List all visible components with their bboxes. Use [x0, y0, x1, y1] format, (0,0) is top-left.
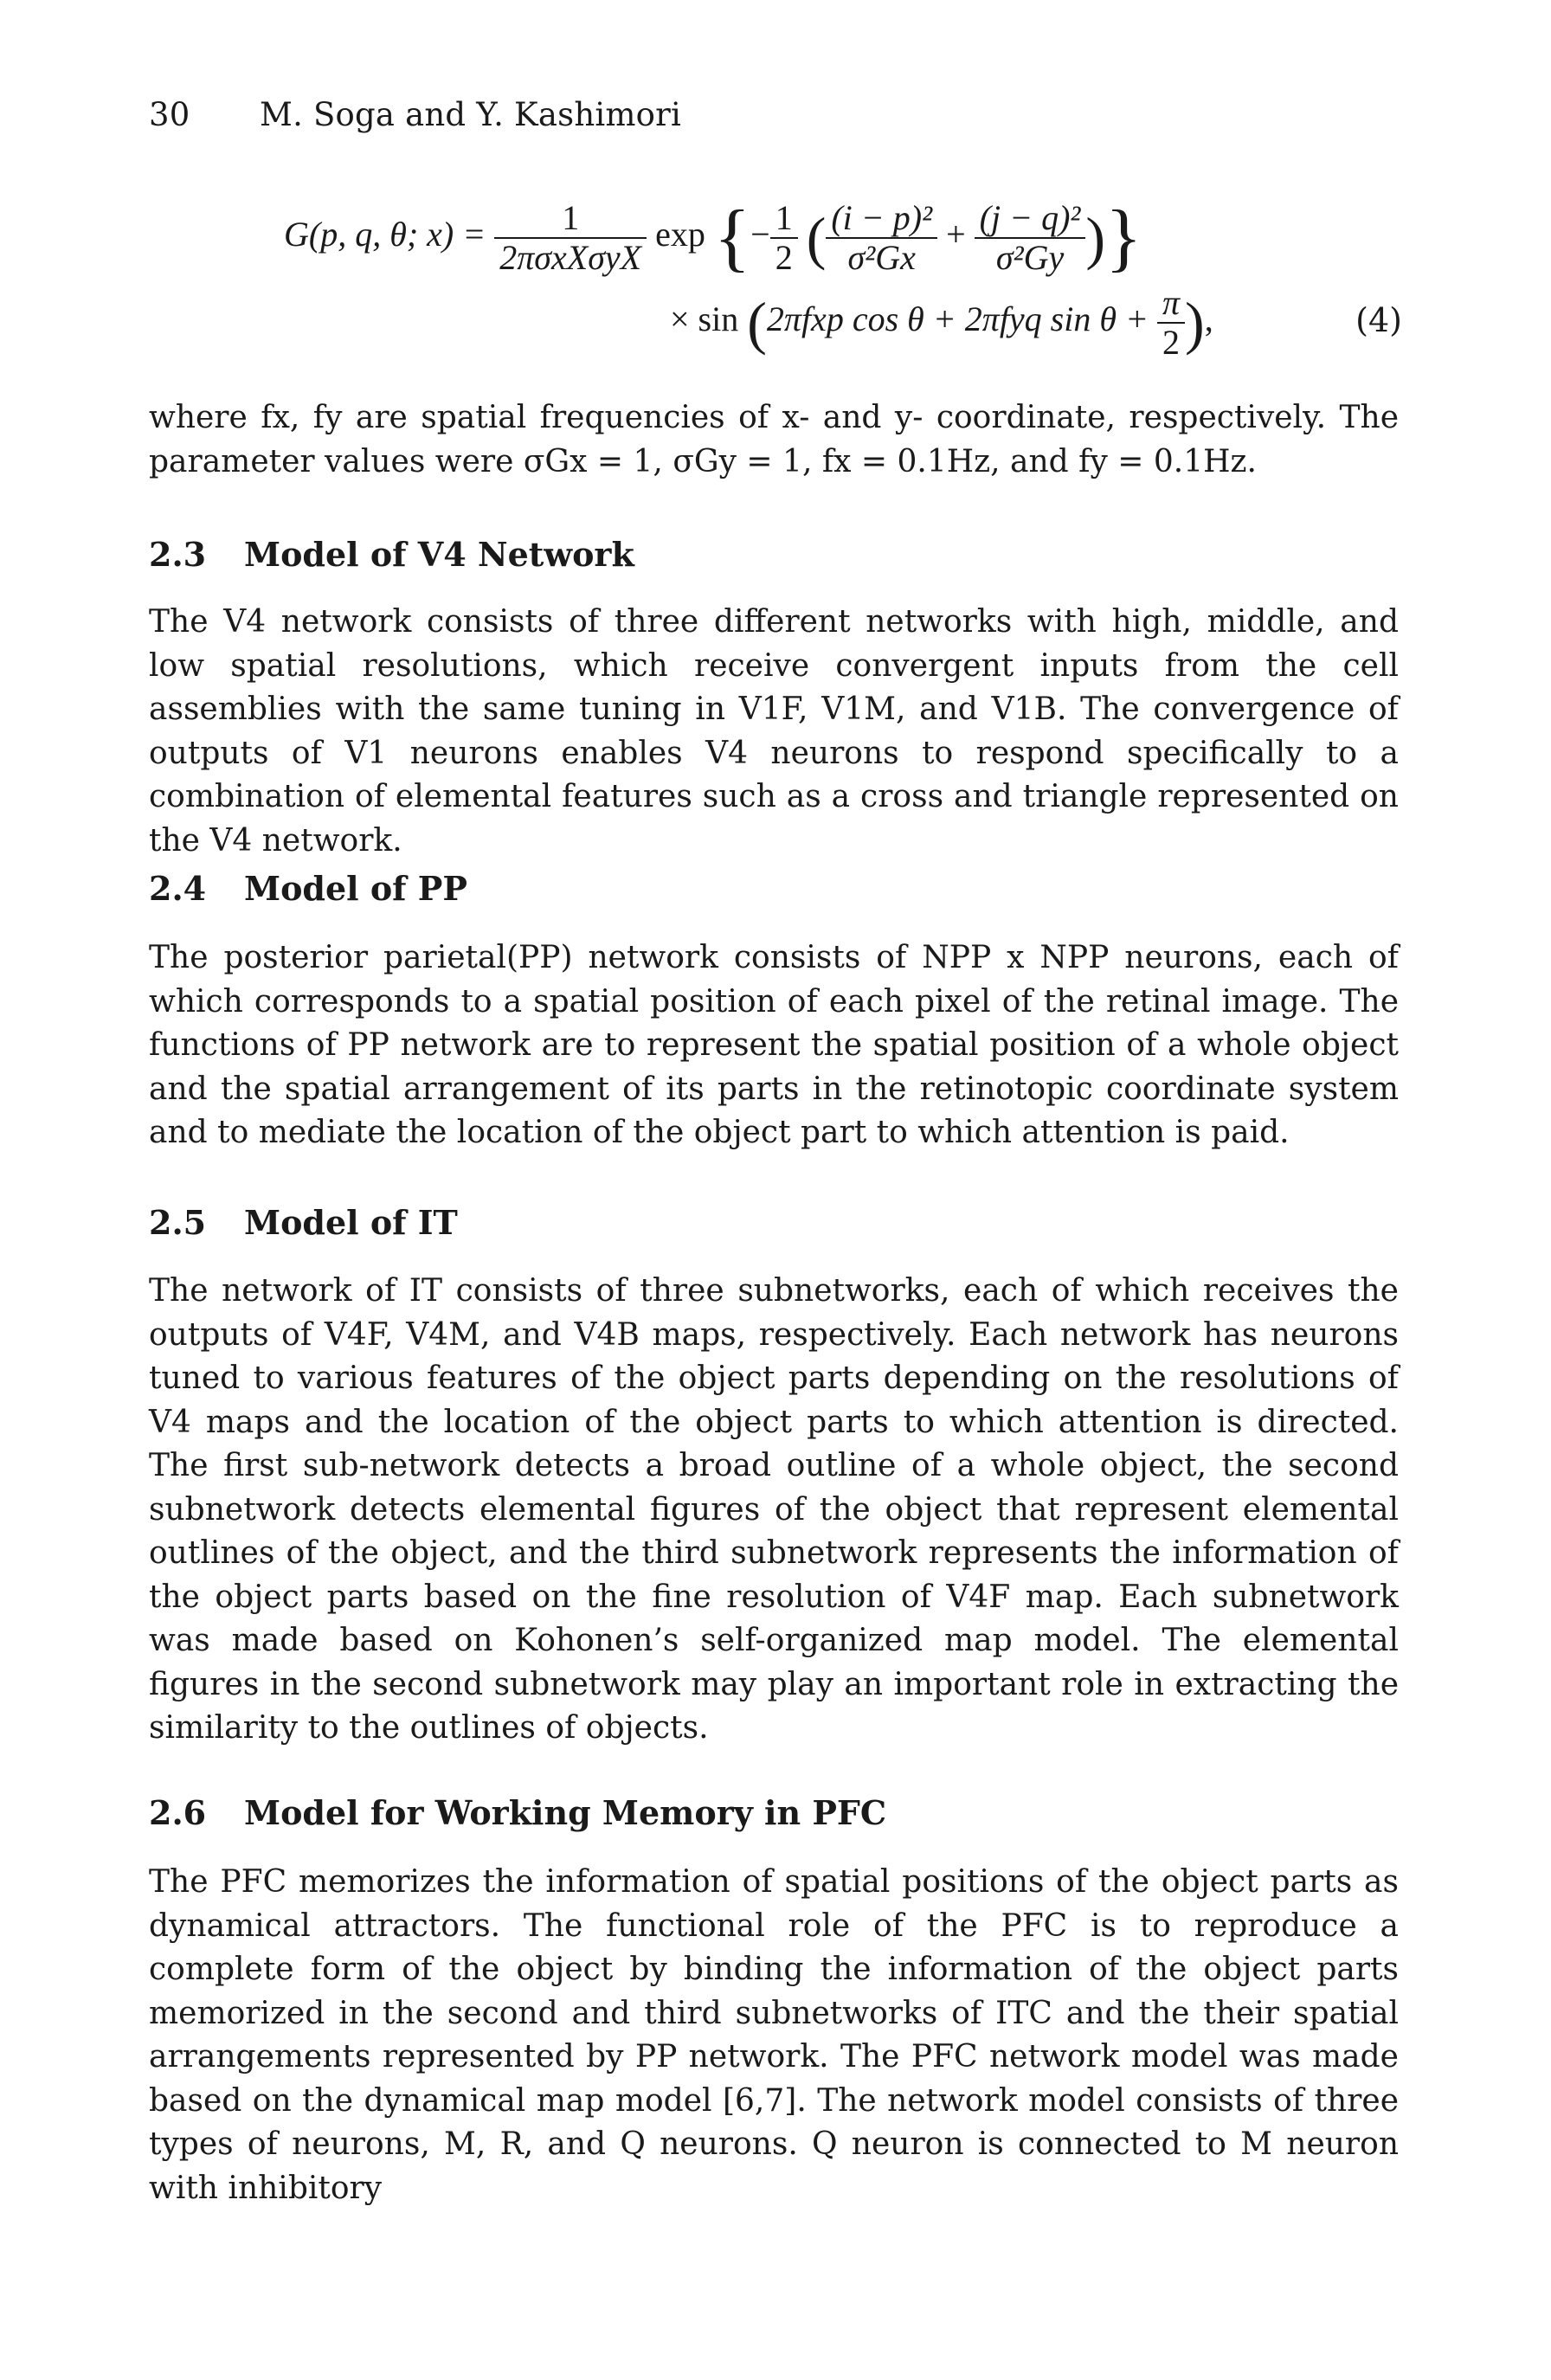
section-heading-2-4: [149, 867, 467, 910]
prefactor-fraction: [494, 199, 647, 277]
term2-fraction: [975, 199, 1086, 277]
half-numerator: 1: [770, 199, 798, 239]
page-number: 30: [149, 96, 190, 133]
term1-fraction: [826, 199, 937, 277]
half-fraction: [770, 199, 798, 277]
sin-prefix: × sin: [670, 299, 739, 339]
equation-line-1: G(p, q, θ; x) = $\frac{1}{\text{2πσxXσyX}}$ exp {− $\frac{1}{2}$ ( $\frac{\text{(i − p)²}}{\text{σ²Gx}}$ + $\frac{\text{(j − q)²}}{\text{σ²Gy}}$ )}: [284, 196, 1142, 280]
section-2-5-body: The network of IT consists of three subnetworks, each of which receives the outputs of V4F, V4M, and V4B maps, respectively. Each network has neurons tuned to various features of the object parts depending on the resolutions of V4 maps and the location of the object parts to which attention is directed. The first sub-network detects a broad outline of a whole object, the second subnetwork detects elemental figures of the object that represent elemental outlines of the object, and the third subnetwork represents the information of the object parts based on the fine resolution of V4F map. Each subnetwork was made based on Kohonen’s self-organized map model. The elemental figures in the second subnetwork may play an important role in extracting the similarity to the outlines of objects.: [149, 1273, 1399, 1746]
authors: M. Soga and Y. Kashimori: [260, 96, 682, 133]
equation-number: (4): [1355, 301, 1402, 339]
section-number: 2.6: [149, 1793, 207, 1832]
section-number: 2.4: [149, 869, 207, 908]
section-title: Model of V4 Network: [244, 535, 634, 574]
section-2-3-body: The V4 network consists of three different networks with high, middle, and low spatial resolutions, which receive convergent inputs from the cell assemblies with the same tuning in V1F, V1M, and V1B. The convergence of outputs of V1 neurons enables V4 neurons to respond specifically to a combination of elemental features such as a cross and triangle represented on the V4 network.: [149, 604, 1399, 859]
equation-lhs: G(p, q, θ; x) =: [284, 215, 486, 254]
section-title: Model of PP: [244, 869, 467, 908]
section-number: 2.3: [149, 535, 207, 574]
section-title: Model of IT: [244, 1203, 458, 1242]
pi-numerator: π: [1157, 284, 1185, 324]
prefactor-denominator: 2πσxXσyX: [499, 238, 642, 277]
term2-numerator: (j − q)²: [975, 199, 1086, 239]
section-number: 2.5: [149, 1203, 207, 1242]
section-heading-2-3: [149, 533, 634, 576]
section-heading-2-5: [149, 1201, 458, 1245]
term1-numerator: (i − p)²: [826, 199, 937, 239]
term2-denominator: σ²Gy: [995, 238, 1065, 277]
pi-denominator: 2: [1162, 323, 1181, 362]
exp-function: exp: [655, 215, 705, 254]
term1-denominator: σ²Gx: [847, 238, 916, 277]
section-2-6-body: The PFC memorizes the information of spatial positions of the object parts as dynamical attractors. The functional role of the PFC is to reproduce a complete form of the object by binding the information of the object parts memorized in the second and third subnetworks of ITC and the their spatial arrangements represented by PP network. The PFC network model was made based on the dynamical map model [6,7]. The network model consists of three types of neurons, M, R, and Q neurons. Q neuron is connected to M neuron with inhibitory: [149, 1864, 1399, 2206]
section-2-4-body: The posterior parietal(PP) network consists of NPP x NPP neurons, each of which corresponds to a spatial position of each pixel of the retinal image. The functions of PP network are to represent the spatial position of a whole object and the spatial arrangement of its parts in the retinotopic coordinate system and to mediate the location of the object part to which attention is paid.: [149, 940, 1399, 1150]
equation-line-2: × sin (2πfxp cos θ + 2πfyq sin θ + $\frac{\pi}{2}$ ),: [670, 283, 1213, 362]
section-title: Model for Working Memory in PFC: [244, 1793, 887, 1832]
sin-argument: 2πfxp cos θ + 2πfyq sin θ +: [766, 299, 1149, 339]
prefactor-numerator: 1: [494, 199, 647, 239]
half-denominator: 2: [775, 238, 793, 277]
intro-paragraph: where fx, fy are spatial frequencies of x- and y- coordinate, respectively. The parameter values were σGx = 1, σGy = 1, fx = 0.1Hz, and fy = 0.1Hz.: [149, 400, 1399, 479]
equation-4: [260, 173, 1402, 372]
pi-half-fraction: [1157, 284, 1185, 362]
running-head: [149, 93, 681, 137]
equation-comma: ,: [1204, 299, 1213, 339]
section-heading-2-6: [149, 1791, 886, 1835]
